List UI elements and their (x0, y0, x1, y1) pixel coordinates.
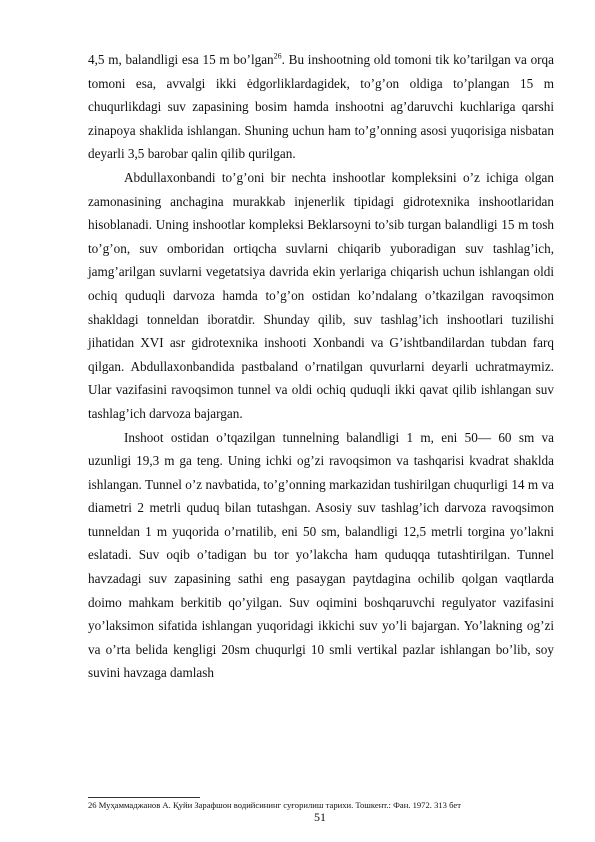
footnote-reference[interactable]: 26 (273, 51, 282, 61)
paragraph-3: Inshoot ostidan o’tqazilgan tunnelning balandligi 1 m, eni 50— 60 sm va uzunligi 19,3 m ga teng. Uning ichki og’zi ravoqsimon va tashqarisi kvadrat shaklda ishlangan. Tunnel o’z navbatida, to’g’onning markazidan tushirilgan chuqurligi 14 m va diametri 2 metrli quduq bilan tutashgan. Asosiy suv tashlag’ich darvoza ravoqsimon tunneldan 1 m yuqorida o’rnatilib, eni 50 sm, balandligi 12,5 metrli torgina yo’lakni eslatadi. Suv oqib o’tadigan bu tor yo’lakcha ham quduqqa tutashtirilgan. Tunnel havzadagi suv zapasining sathi eng pasaygan paytdagina ochilib qolgan vaqtlarda doimo mahkam berkitib qo’yilgan. Suv oqimini boshqaruvchi regulyator vazifasini yo’laksimon sifatida ishlangan yuqoridagi ikkichi suv yo’li bajargan. Yo’lakning og’zi va o’rta belida kengligi 20sm chuqurlgi 10 smli vertikal pazlar ishlangan bo’lib, soy suvini havzaga damlash (88, 429, 554, 681)
page-number: 51 (314, 810, 326, 824)
paragraph-1-text-start: 4,5 m, balandligi esa 15 m bo’lgan (88, 52, 274, 67)
footnote: 26 Муҳаммаджанов А. Қуйи Зарафшон водийсининг суғорилиш тарихи. Тошкент.: Фан. 1972. 313 бет (88, 800, 461, 810)
paragraph-2: Abdullaxonbandi to’g’oni bir nechta inshootlar kompleksini o’z ichiga olgan zamonasining anchagina murakkab injenerlik tipidagi gidrotexnika inshootlaridan hisoblanadi. Uning inshootlar kompleksi Beklarsoyni to’sib turgan balandligi 15 m tosh to’g’on, suv omboridan ortiqcha suvlarni chiqarib yuboradigan suv tashlag’ich, jamg’arilgan suvlarni vegetatsiya davrida ekin yerlariga chiqarish uchun ishlangan oldi ochiq quduqli darvoza hamda to’g’on ostidan ko’ndalang o’tkazilgan ravoqsimon shakldagi tonneldan iboratdir. Shunday qilib, suv tashlag’ich inshootlari tuzilishi jihatidan XVI asr gidrotexnika inshooti Xonbandi va G’ishtbandilardan tubdan farq qilgan. Abdullaxonbandida pastbaland o’rnatilgan quvurlarni deyarli uchratmaymiz. Ular vazifasini ravoqsimon tunnel va oldi ochiq quduqli ikki qavat qilib ishlangan suv tashlag’ich darvoza bajargan. (88, 169, 554, 421)
paragraph-1-text-end: . Bu inshootning old tomoni tik ko’tarilgan va orqa tomoni esa, avvalgi ikki ėdgorliklardagidek, to’g’on oldiga to’plangan 15 m chuqurlikdagi suv zapasining bosim hamda inshootni ag’daruvchi kuchlariga qarshi zinapoya shaklida ishlangan. Shuning uchun ham to’g’onning asosi yuqorisiga nisbatan deyarli 3,5 barobar qalin qilib qurilgan. (88, 52, 555, 162)
page-body (88, 48, 554, 685)
footnote-separator (88, 797, 200, 798)
paragraph-1 (88, 48, 554, 166)
